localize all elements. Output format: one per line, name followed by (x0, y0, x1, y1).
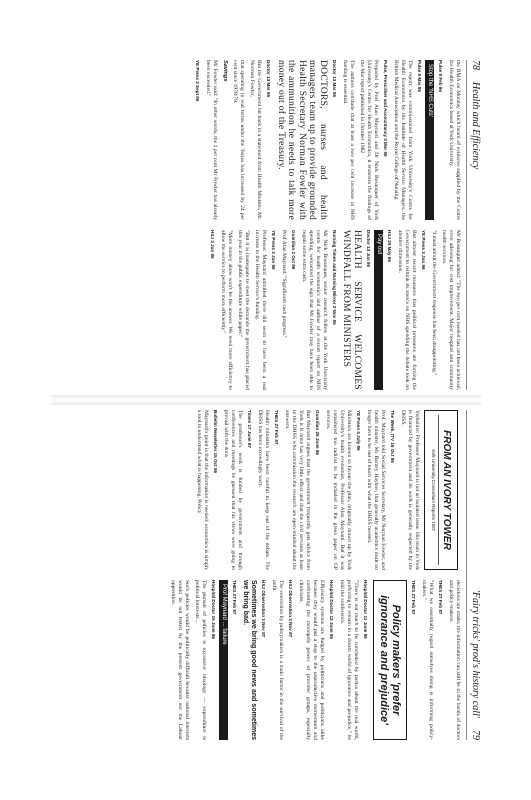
boxed-headline-subtitle: York University Consortium Reports 1987 (430, 415, 439, 565)
source-citation: THES 27 Feb 87 (273, 410, 279, 445)
paragraph: But the Government hit back in a statement from Health Minister, Mr. Norman Fowler, (249, 60, 262, 220)
paragraph: Mr Nick Bosanquet, senior research fellow at the York University centre for health economics and author of a recent report on NHS spending, welcomed the sign that Mr Fowler may have been able to regain some extra cash. (300, 230, 328, 390)
paragraph: Mr Fowler said: "In other words, the 2 per cent Mr Fowler has already been exceeded." (205, 60, 218, 220)
headline: Sometimes we bring good news and sometimes we bring bad. (241, 580, 257, 740)
source-citation: Hospital Doctor 12 June 86 (328, 580, 334, 639)
section-bar-heading: Prof Maynard ... failure (219, 580, 228, 740)
source-citation: Doctor 13 Jun 86 (365, 230, 371, 268)
paragraph: The report was commissioned from York University's Centre for Health Economics by the Institute of Health Service Managers, the British Medical Association and the Royal College of Nursing. (392, 60, 413, 220)
source-citation: Guardian 25 June 86 (314, 410, 320, 455)
paragraph: "There is not much to be concluded by tactics about the real world, preferring to remain in a dream world of ignorance and prejudice," he told the conference. (338, 580, 359, 740)
source-citation: Hospital Doctor 11 June 86 (362, 580, 368, 639)
source-citation: THES 27 Feb 87 (437, 580, 443, 615)
source-citation: HSJ 3 Jun 86 (209, 230, 215, 259)
paragraph: Health ministers have been careful to keep out of the debate. The DHSS has been exceedingly wary. (256, 410, 270, 570)
left-columns (51, 60, 461, 390)
left-page (51, 60, 481, 390)
paragraph: Prepared by Prof Alan Maynard and Dr Nick Bosanquet of York University's Centre for Health Economics, it endorses the findings of the Mar report published in October 1982. (358, 60, 379, 220)
rotated-book-spread (51, 60, 481, 740)
paragraph: The professor's work is funded by government and through conferences and meetings he guessed that his views were going to prevail with the dons. (222, 410, 243, 570)
paragraph: Ministers are known to favour the plan, originally drawn up by York University's health economist, Professor Alan Maynard. But it was considered too radical to be included in the green paper on GP services. (324, 410, 352, 570)
boxed-quote-headline: Policy makers 'prefer ignorance and prejudice' (373, 580, 407, 740)
headline-caps: DOCTORS, nurses and health managers team up to provide grounded Health Secretary Norman Fowler with the ammunition he needs to talk more money out of the Treasury. (275, 60, 328, 220)
paragraph: The pursuit of policies is excessive: ideology — expenditure is political interests... (193, 580, 207, 740)
source-citation: Bulletin Newsletter 15 Oct 86 (212, 410, 218, 474)
headline-caps: HEALTH SERVICE WELCOMES WINDFALL FROM MINISTERS (341, 230, 362, 390)
source-citation: Doctor 13 Mar 86 (331, 60, 337, 98)
source-citation: YE Press 4 July 86 (355, 410, 361, 451)
paragraph: "What we essentially regard ourselves doing is informing policy-makers." (420, 580, 434, 740)
source-citation: YE Press 3 Sept 86 (195, 60, 200, 102)
paragraph: But Maynard argues that the government frequently gets advice from York it is done has very little effect and that the civil servants at least in the DHSS who commission the research are open-minded about the answers. (283, 410, 311, 570)
source-citation: Pulse 8 Feb 86 (437, 60, 443, 92)
paragraph: Professor Maynard admitted there did seem to have been a real increase in the Health Service's funding. (253, 230, 267, 390)
paragraph: Such policies would be politically difficult because national interests would be not tested by the present government nor the Labour opposition. (169, 580, 190, 740)
source-citation: HSJ Observation 3 Nov 87 (260, 580, 266, 638)
text-column (51, 410, 461, 570)
paragraph: "More money alone won't be the answer. We need more efficiency to allow the service to perform more efficiently." (219, 230, 233, 390)
paragraph: But almost recent measures that political pressures are forcing the Government to rethink its stance on NHS spending the debate took on another dimension. (396, 230, 417, 390)
paragraph: Prof. Maynard told Social Services Secretary, Mr Norman Fowler, and health minister, Mr Barney Hayhoe, that generally academics dealt no longer have to be out of touch with what the DHSS needed. (365, 410, 386, 570)
paragraph: Efficiency systems are fudged by politicians and politicians alike because they would put a stop to the unproductive momentum and confronting the monopoly power of provider groups, especially clinicians. (297, 580, 325, 740)
source-citation: Pulse 8 Mar 86 (416, 60, 422, 92)
source-citation: Nursing Times and Nursing Mirror 2 Nov 86 (331, 230, 337, 325)
paragraph: Yorkshire: Professor Maynard is not an isolated issue. His team in York is financed by government and its work is generally respected by the DHSS. (399, 410, 420, 570)
paragraph: Prof Alan Maynard: "Significant cash progress." (280, 230, 287, 339)
source-citation: HSJ Observation 3 Nov 87 (287, 580, 293, 638)
text-column (51, 230, 461, 390)
section-bar-heading: Pay out (374, 230, 383, 390)
right-running-title: 'Fairy tricks' prod's history call' (469, 589, 481, 718)
source-citation: Times 17 June 87 (246, 410, 252, 448)
paragraph: "I must admit the Government response has been disappointing." (430, 230, 437, 376)
source-citation: YE Press 3 Jun 86 (270, 230, 276, 270)
paragraph: decisions are made; the information can still be in the hands of doctors and policy-makers. (447, 580, 461, 740)
paragraph: that spending in real terms under the Tories has increased by 24 per cent since 1978/79. (232, 60, 245, 220)
book-gutter (51, 395, 481, 405)
boxed-headline (424, 410, 458, 570)
left-running-head (466, 60, 481, 390)
section-bar-heading: Stop the 'NHS Cuts' (425, 60, 434, 220)
paragraph: The conviction by policymakers is a main factor in the survival of the unfit. (270, 580, 284, 740)
source-citation: Doctor 13 Mar 86 (266, 60, 271, 98)
paragraph: the BMA on Monday which heard of evidence supplied by the Centre for Health Economics based at York University. (447, 60, 461, 220)
boxed-headline-title: FROM AN IVORY TOWER (440, 430, 452, 550)
subheading: Savings (222, 60, 228, 82)
source-citation: Pulse, Prescriber and Accountancy 3 Mar 86 (382, 60, 388, 157)
text-column (51, 580, 461, 740)
paragraph: Maynard's point is that the information is needed: economics is simply a tool to understand what is happening. Policy (195, 410, 209, 570)
source-citation: Guardian 2 Oct 86 (290, 230, 296, 270)
right-page (51, 410, 481, 740)
paragraph: The authors conclude that at least a two per cent increase in NHS funding is essential. (341, 60, 355, 220)
right-page-number: 79 (469, 730, 481, 740)
right-running-head (466, 410, 481, 740)
text-column (51, 60, 461, 220)
left-page-number: 78 (469, 60, 481, 70)
source-citation: THES 27 Feb 87 (231, 580, 237, 615)
source-citation: The Week, ITV 16 Oct 86 (389, 410, 395, 463)
source-citation: THES 27 Feb 87 (410, 580, 416, 615)
source-citation: Hospital Doctor 15 June 86 (210, 580, 216, 639)
right-columns (51, 410, 461, 740)
source-citation: YE Press 3 Jun 86 (420, 230, 426, 270)
paragraph: Mr Bosanquet added: "The two per cent needed has not been achieved, even allowing for cost improvement. Major hospital and community health services. (440, 230, 461, 390)
paragraph: "But it is inadequate to meet the demands the government has placed this year in the public expenditure white paper." (236, 230, 250, 390)
left-running-title: Health and Efficiency (469, 82, 481, 170)
source-citation: HSJ 29 May 86 (386, 230, 392, 262)
